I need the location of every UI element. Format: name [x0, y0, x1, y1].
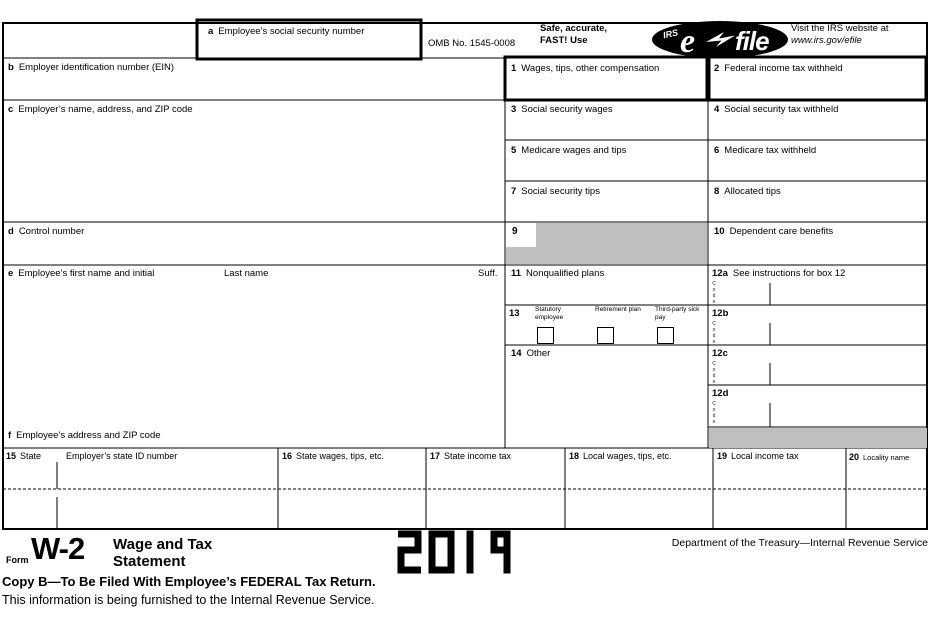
box-12a-label: 12a See instructions for box 12	[712, 268, 846, 279]
efile-file-text: file	[735, 26, 769, 56]
box-12b-label: 12b	[712, 308, 729, 319]
box-12c-code-label: Code	[711, 361, 717, 385]
box-3-label: 3 Social security wages	[511, 104, 613, 115]
retirement-plan-checkbox[interactable]	[597, 327, 614, 344]
box-15-state-id-label: Employer’s state ID number	[66, 451, 178, 461]
box-12a-code-label: Code	[711, 281, 717, 305]
box-a-label: a Employee’s social security number	[208, 26, 365, 37]
box-12d-code-label: Code	[711, 401, 717, 425]
box-d-label: d Control number	[8, 226, 85, 237]
efile-tagline-line1: Safe, accurate,	[540, 23, 608, 34]
third-party-sick-pay-checkbox[interactable]	[657, 327, 674, 344]
efile-e-text: e	[680, 23, 696, 60]
box-7-label: 7 Social security tips	[511, 186, 600, 197]
department-line: Department of the Treasury—Internal Revenue Service	[671, 537, 928, 549]
box-12b-code-label: Code	[711, 321, 717, 345]
box-9-shaded-label: 9	[506, 223, 536, 247]
box-6-label: 6 Medicare tax withheld	[714, 145, 817, 156]
irs-efile-logo-icon	[650, 20, 792, 60]
visit-irs-line2: www.irs.gov/efile	[791, 35, 862, 46]
year-figure	[397, 530, 515, 575]
box-4-label: 4 Social security tax withheld	[714, 104, 839, 115]
omb-number: OMB No. 1545-0008	[428, 38, 516, 49]
efile-irs-text: IRS	[662, 27, 679, 41]
box-f-label: f Employee’s address and ZIP code	[8, 430, 161, 441]
box-e-label: e Employee’s first name and initial	[8, 268, 155, 279]
box-19-label: 19 Local income tax	[717, 451, 799, 461]
retirement-plan-label: Retirement plan	[595, 306, 641, 313]
box-10-label: 10 Dependent care benefits	[714, 226, 834, 237]
form-title-line1: Wage and Tax	[113, 536, 213, 553]
statutory-employee-label: Statutory employee	[535, 306, 564, 321]
efile-tagline-line2: FAST! Use	[540, 35, 588, 46]
box-e-last-name-label: Last name	[224, 268, 269, 279]
third-party-sick-pay-label: Third-party sick pay	[655, 306, 700, 321]
box-e-suffix-label: Suff.	[478, 268, 498, 279]
box-11-label: 11 Nonqualified plans	[511, 268, 605, 279]
form-word-label: Form	[6, 555, 29, 565]
box-12d-label: 12d	[712, 388, 729, 399]
form-title-line2: Statement	[113, 553, 186, 570]
box-8-label: 8 Allocated tips	[714, 186, 781, 197]
box-b-label: b Employer identification number (EIN)	[8, 62, 175, 73]
furnished-line: This information is being furnished to the Internal Revenue Service.	[2, 593, 375, 607]
box-16-label: 16 State wages, tips, etc.	[282, 451, 385, 461]
box-2-label: 2 Federal income tax withheld	[714, 63, 843, 74]
visit-irs-line1: Visit the IRS website at	[791, 23, 889, 34]
box-5-label: 5 Medicare wages and tips	[511, 145, 627, 156]
box-17-label: 17 State income tax	[430, 451, 512, 461]
box-15-label: 15 State	[6, 451, 42, 461]
box-c-label: c Employer’s name, address, and ZIP code	[8, 104, 193, 115]
statutory-employee-checkbox[interactable]	[537, 327, 554, 344]
copy-b-line: Copy B—To Be Filed With Employee’s FEDERAL Tax Return.	[2, 574, 376, 589]
box-1-label: 1 Wages, tips, other compensation	[511, 63, 660, 74]
box-14-label: 14 Other	[511, 348, 551, 359]
box-20-label: 20 Locality name	[849, 452, 910, 462]
box-13-label: 13	[509, 308, 520, 319]
box-12c-label: 12c	[712, 348, 728, 359]
box-18-label: 18 Local wages, tips, etc.	[569, 451, 672, 461]
form-number-label: W-2	[31, 531, 85, 566]
